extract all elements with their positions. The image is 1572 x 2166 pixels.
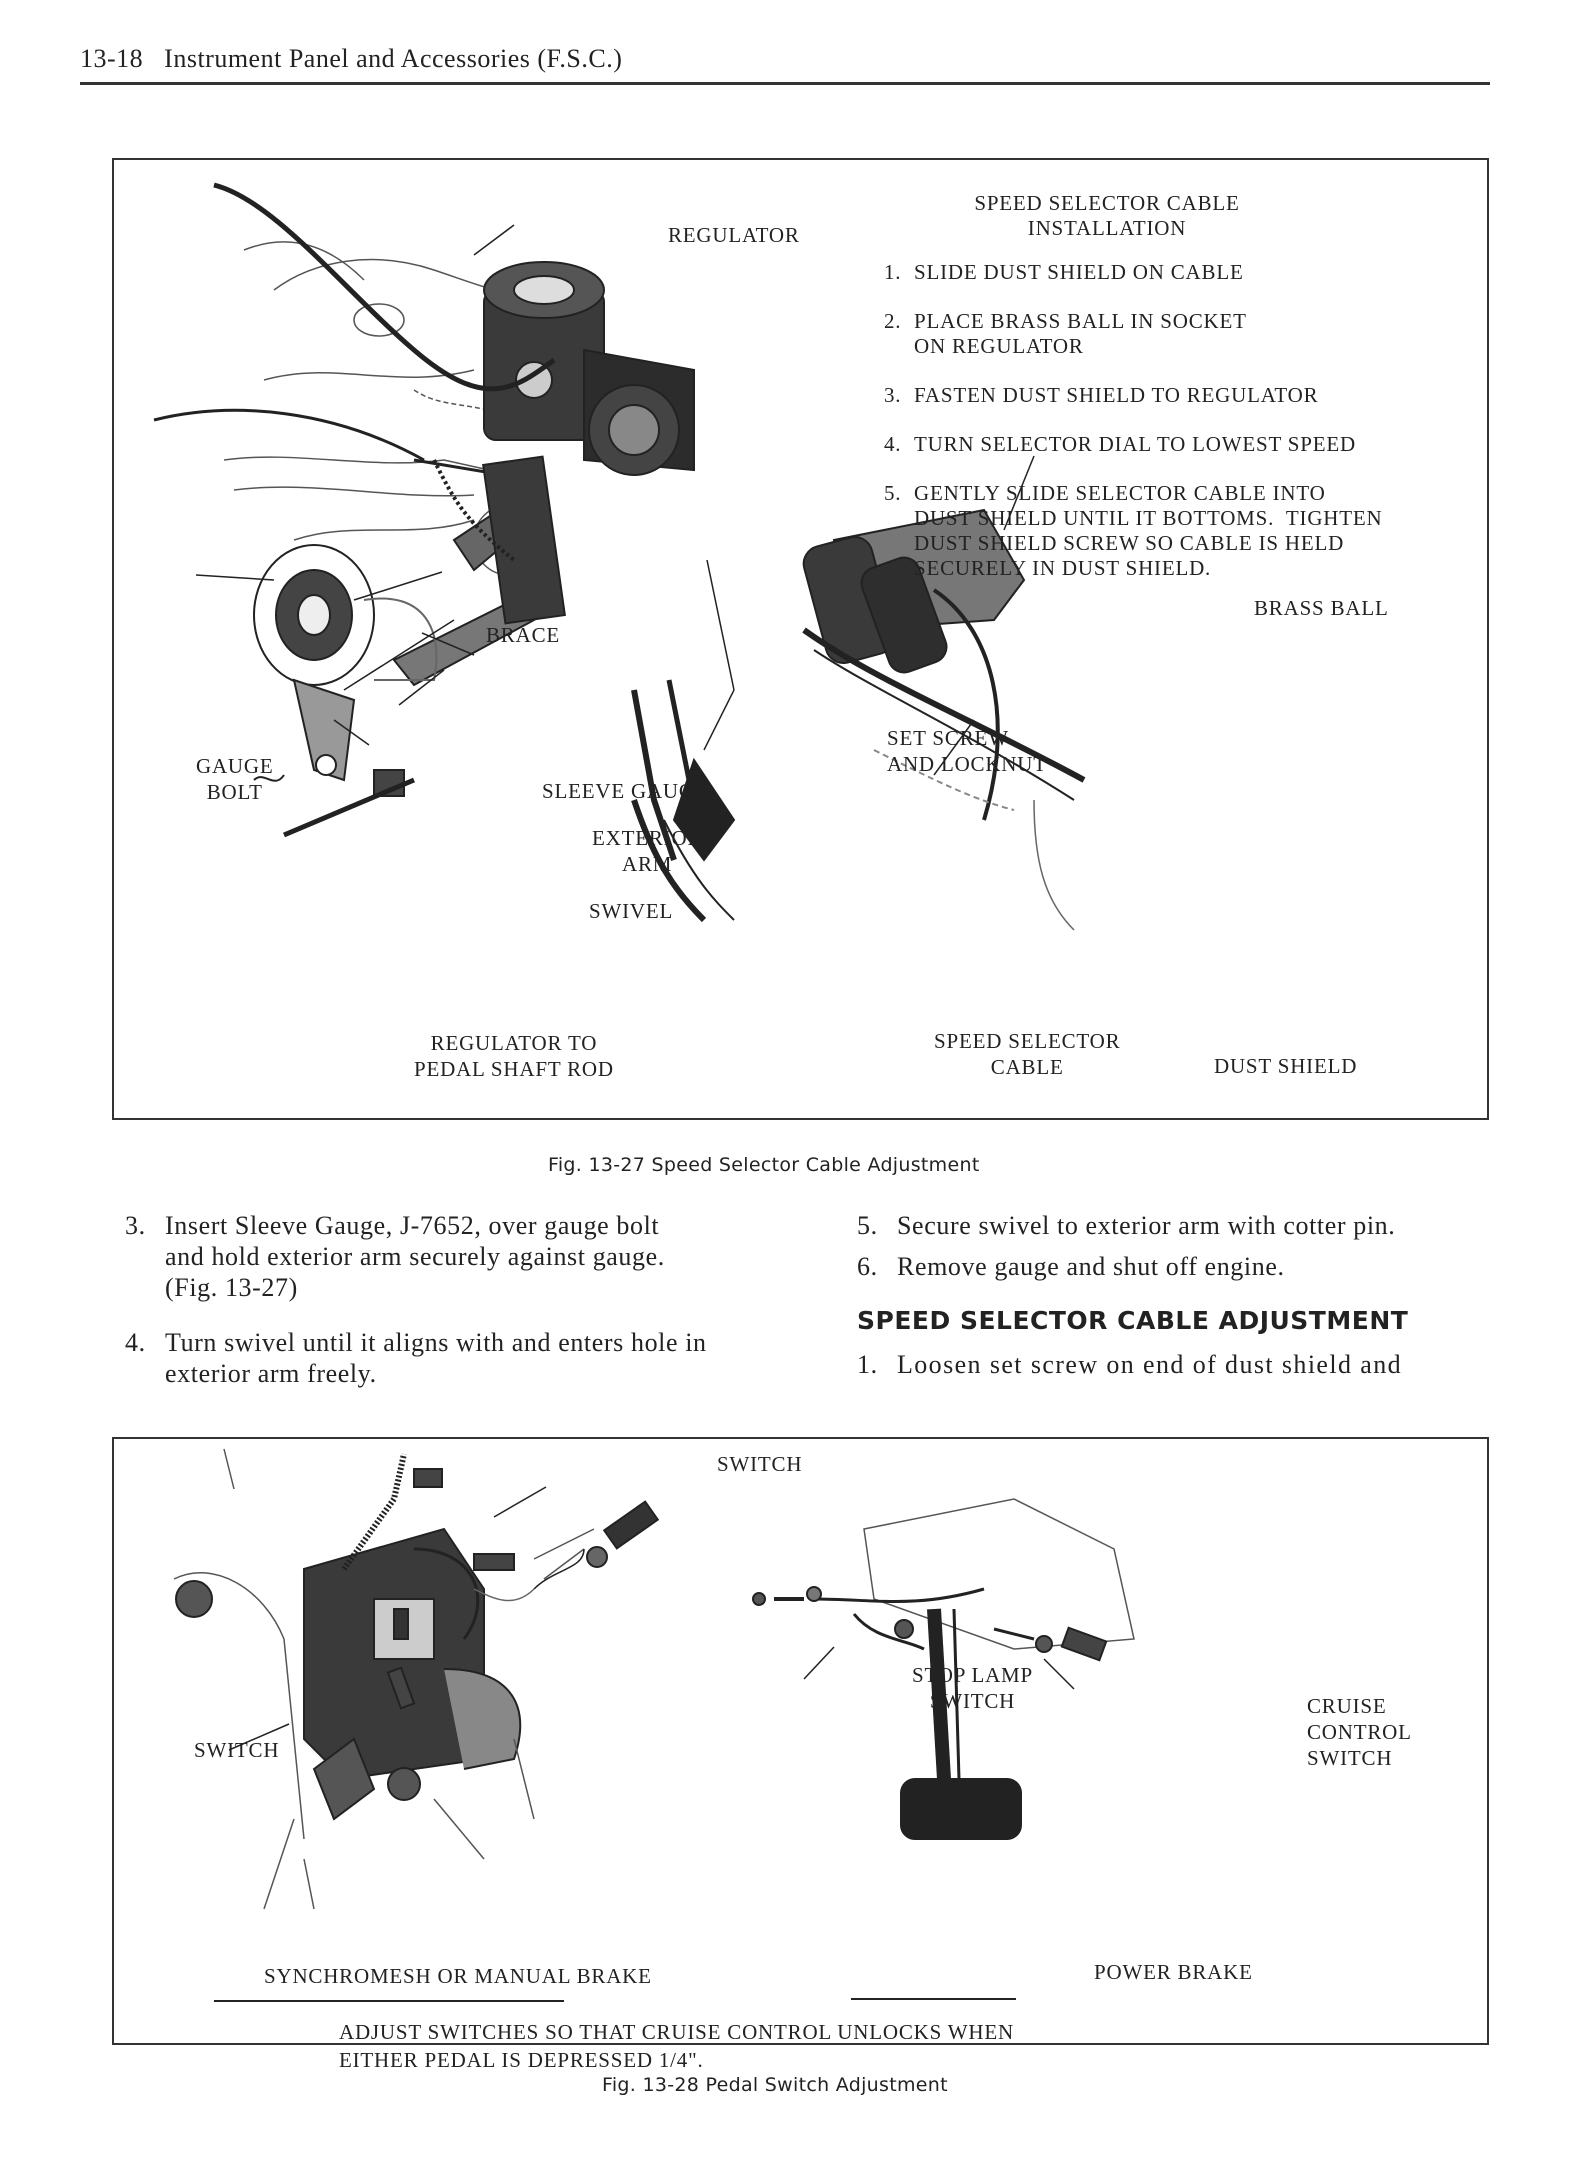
install-title: SPEED SELECTOR CABLE INSTALLATION [974, 191, 1240, 240]
body-step: 5. Secure swivel to exterior arm with cotter pin. [857, 1211, 1396, 1240]
install-steps [884, 260, 1474, 581]
fig-13-28-caption: Fig. 13-28 Pedal Switch Adjustment [602, 2074, 948, 2096]
label-synchromesh: SYNCHROMESH OR MANUAL BRAKE [264, 1964, 652, 1988]
body-step: 4. Turn swivel until it aligns with and enters hole in exterior arm freely. [125, 1328, 707, 1388]
label-switch-left: SWITCH [194, 1738, 280, 1762]
label-stop-lamp-switch: STOP LAMP SWITCH [912, 1663, 1033, 1713]
fig-13-27-frame [112, 158, 1489, 1120]
label-power-brake: POWER BRAKE [1094, 1960, 1253, 1984]
label-cruise-control-switch: CRUISE CONTROL SWITCH [1307, 1694, 1412, 1770]
adjustment-note: ADJUST SWITCHES SO THAT CRUISE CONTROL UNLOCKS WHEN EITHER PEDAL IS DEPRESSED 1/4". [339, 2020, 1014, 2072]
manual-brake-illustration [174, 1449, 658, 1909]
body-step: 6. Remove gauge and shut off engine. [857, 1252, 1285, 1281]
label-speed-selector-cable: SPEED SELECTOR CABLE [934, 1029, 1121, 1079]
fig-13-27-caption: Fig. 13-27 Speed Selector Cable Adjustment [548, 1154, 980, 1176]
fig-13-28-frame [112, 1437, 1489, 2072]
label-switch-top: SWITCH [717, 1452, 803, 1476]
install-step: 1. SLIDE DUST SHIELD ON CABLE [884, 260, 1244, 284]
label-gauge-bolt: GAUGE BOLT [196, 754, 274, 804]
label-brass-ball: BRASS BALL [1254, 596, 1389, 620]
install-step: 5. GENTLY SLIDE SELECTOR CABLE INTO DUST SHIELD UNTIL IT BOTTOMS. TIGHTEN DUST SHIELD SCREW SO CABLE IS HELD SECURELY IN DUST SHIELD. [884, 481, 1383, 580]
label-brace: BRACE [486, 623, 561, 647]
page-number: 13-18 [80, 44, 144, 73]
body-step: 1. Loosen set screw on end of dust shield and [857, 1350, 1403, 1379]
install-step: 3. FASTEN DUST SHIELD TO REGULATOR [884, 383, 1319, 407]
label-regulator-rod: REGULATOR TO PEDAL SHAFT ROD [414, 1031, 614, 1081]
page-title: Instrument Panel and Accessories (F.S.C.) [164, 44, 623, 73]
vacuum-hose [154, 410, 424, 460]
label-regulator: REGULATOR [668, 223, 800, 247]
section-heading: SPEED SELECTOR CABLE ADJUSTMENT [857, 1306, 1409, 1335]
label-dust-shield: DUST SHIELD [1214, 1054, 1358, 1078]
body-right-column [857, 1210, 1497, 1380]
page-header [80, 44, 622, 74]
body-step: 3. Insert Sleeve Gauge, J-7652, over gauge bolt and hold exterior arm securely against gauge. (Fig. 13-27) [125, 1211, 665, 1302]
install-step: 2. PLACE BRASS BALL IN SOCKET ON REGULATOR [884, 309, 1247, 358]
label-sleeve-gauge: SLEEVE GAUGE [542, 779, 709, 803]
label-exterior-arm: EXTERIOR ARM [592, 826, 703, 876]
fig-13-28-illustration [114, 1439, 1491, 2047]
body-left-column [125, 1210, 755, 1389]
regulator-body [484, 262, 694, 475]
header-rule [80, 82, 1490, 85]
install-step: 4. TURN SELECTOR DIAL TO LOWEST SPEED [884, 432, 1356, 456]
label-set-screw: SET SCREW AND LOCKNUT [887, 726, 1047, 776]
label-swivel: SWIVEL [589, 899, 674, 923]
